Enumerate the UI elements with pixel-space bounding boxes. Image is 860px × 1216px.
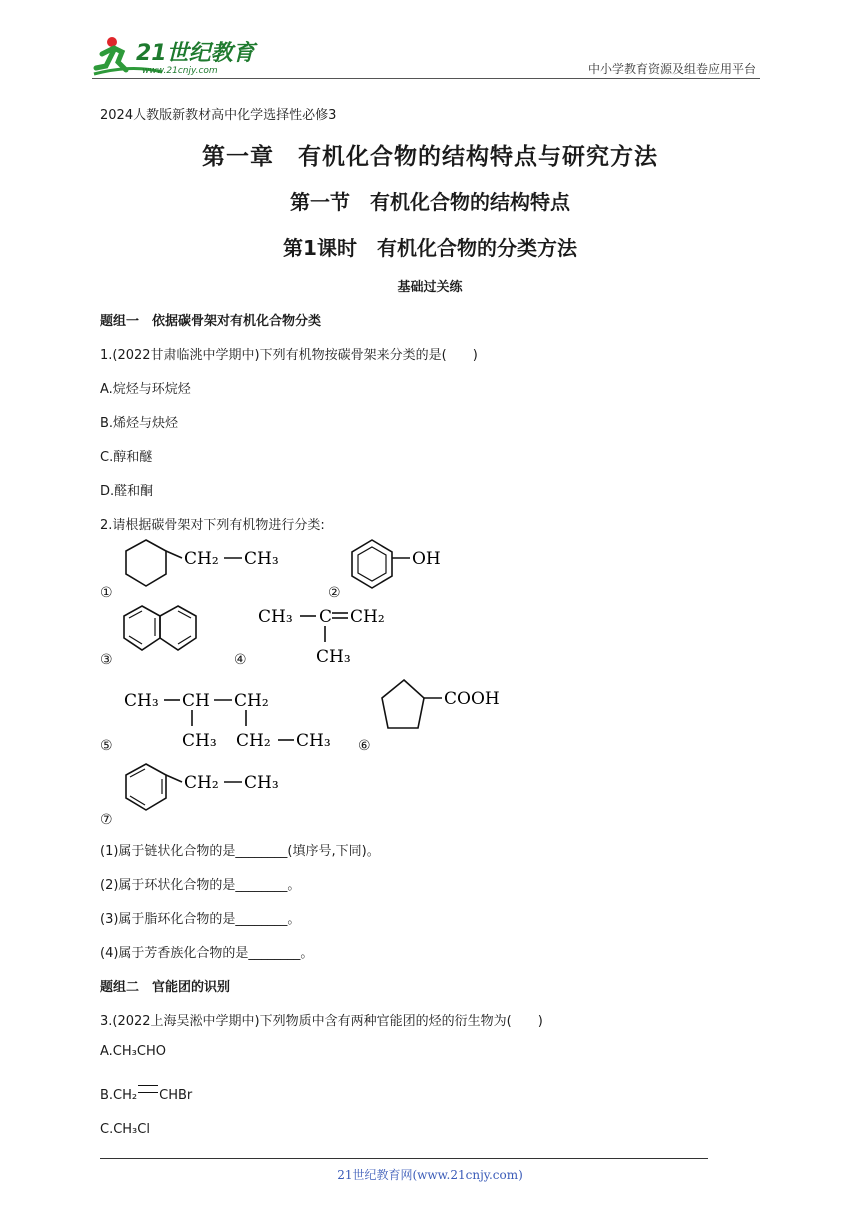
structure-4-isobutene — [256, 600, 406, 672]
structure-1-ethylcyclohexane — [118, 536, 298, 602]
q3-option-c: C.CH₃Cl — [100, 1122, 150, 1137]
q3-option-b-prefix: B.CH₂ — [100, 1088, 138, 1103]
footer-link[interactable]: 21世纪教育网(www.21cnjy.com) — [337, 1168, 523, 1182]
svg-text:CH₃: CH₃ — [244, 773, 279, 793]
q3-stem: 3.(2022上海吴淞中学期中)下列物质中含有两种官能团的烃的衍生物为( ) — [100, 1014, 543, 1029]
label-7: ⑦ — [100, 812, 113, 828]
svg-text:CH₂: CH₂ — [236, 731, 271, 751]
svg-text:CH₃: CH₃ — [258, 607, 293, 627]
double-bond-symbol — [138, 1085, 158, 1093]
structure-3-naphthalene — [118, 604, 218, 670]
label-5: ⑤ — [100, 738, 113, 754]
logo-text: 21世纪教育 — [136, 41, 255, 66]
header-divider — [92, 78, 760, 79]
site-logo — [92, 34, 262, 78]
label-2: ② — [328, 585, 341, 601]
lesson-title: 第1课时 有机化合物的分类方法 — [283, 236, 577, 260]
q1-option-b: B.烯烃与炔烃 — [100, 416, 179, 431]
svg-text:CH₃: CH₃ — [316, 647, 351, 667]
svg-text:CH₂: CH₂ — [184, 549, 219, 569]
svg-text:CH₃: CH₃ — [244, 549, 279, 569]
svg-text:CH₂: CH₂ — [184, 773, 219, 793]
q3-option-b-suffix: CHBr — [159, 1088, 193, 1103]
chapter-title: 第一章 有机化合物的结构特点与研究方法 — [202, 144, 658, 170]
structure-5-methylpentane — [122, 686, 342, 756]
svg-text:CH₃: CH₃ — [124, 691, 159, 711]
structure-2-phenol — [344, 538, 464, 604]
header-platform-text: 中小学教育资源及组卷应用平台 — [587, 62, 756, 76]
svg-text:CH: CH — [182, 691, 210, 711]
svg-text:OH: OH — [412, 549, 441, 569]
logo-url: www.21cnjy.com — [142, 66, 218, 76]
label-1: ① — [100, 585, 113, 601]
label-3: ③ — [100, 652, 113, 668]
label-6: ⑥ — [358, 738, 371, 754]
structure-7-ethylbenzene — [118, 760, 298, 822]
q3-option-b — [100, 1085, 192, 1103]
q2-sub-1: (1)属于链状化合物的是________(填序号,下同)。 — [100, 844, 380, 859]
q2-sub-4: (4)属于芳香族化合物的是________。 — [100, 946, 314, 961]
q3-option-a: A.CH₃CHO — [100, 1044, 166, 1059]
structure-6-cyclopentanecarboxylic-acid — [380, 676, 520, 736]
svg-text:CH₂: CH₂ — [234, 691, 269, 711]
svg-text:CH₃: CH₃ — [296, 731, 331, 751]
section-title: 第一节 有机化合物的结构特点 — [290, 190, 570, 214]
course-name: 2024人教版新教材高中化学选择性必修3 — [100, 108, 337, 123]
group2-heading: 题组二 官能团的识别 — [100, 980, 231, 995]
footer-divider — [100, 1158, 708, 1159]
svg-text:COOH: COOH — [444, 689, 500, 709]
q2-stem: 2.请根据碳骨架对下列有机物进行分类: — [100, 518, 325, 533]
label-4: ④ — [234, 652, 247, 668]
q1-option-d: D.醛和酮 — [100, 484, 154, 499]
q1-option-a: A.烷烃与环烷烃 — [100, 382, 191, 397]
svg-text:C: C — [319, 607, 333, 627]
q1-stem: 1.(2022甘肃临洮中学期中)下列有机物按碳骨架来分类的是( ) — [100, 348, 478, 363]
q2-sub-2: (2)属于环状化合物的是________。 — [100, 878, 301, 893]
logo-runner-icon — [92, 34, 262, 78]
svg-text:CH₂: CH₂ — [350, 607, 385, 627]
q2-sub-3: (3)属于脂环化合物的是________。 — [100, 912, 301, 927]
svg-text:CH₃: CH₃ — [182, 731, 217, 751]
practice-heading: 基础过关练 — [397, 280, 463, 295]
group1-heading: 题组一 依据碳骨架对有机化合物分类 — [100, 314, 322, 329]
q1-option-c: C.醇和醚 — [100, 450, 153, 465]
